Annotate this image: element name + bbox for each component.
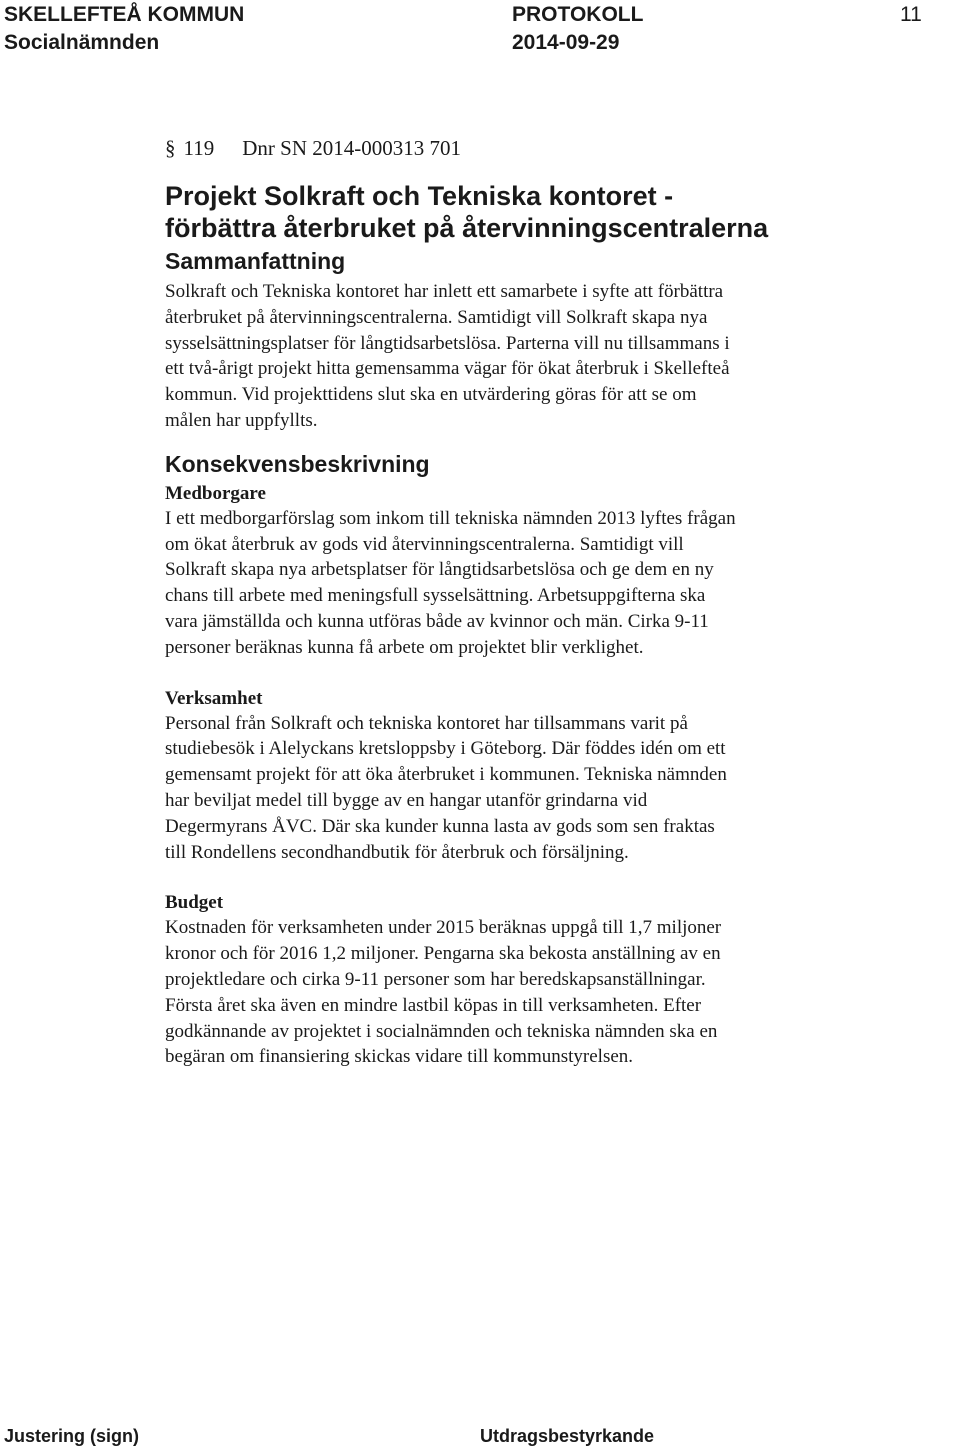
consequence-heading: Konsekvensbeskrivning: [165, 450, 430, 477]
document-title: [165, 180, 865, 244]
text-line: Personal från Solkraft och tekniska kontoret har tillsammans varit på: [165, 712, 688, 734]
text-line: har beviljat medel till bygge av en hangar utanför grindarna vid: [165, 789, 648, 811]
text-line: målen har uppfyllts.: [165, 409, 318, 431]
medborgare-heading: Medborgare: [165, 482, 266, 504]
text-line: vara jämställda och kunna utföras både av kvinnor och män. Cirka 9-11: [165, 610, 709, 632]
summary-paragraph: [165, 279, 865, 434]
organization-name: SKELLEFTEÅ KOMMUN: [4, 3, 245, 26]
budget-heading: Budget: [165, 892, 224, 914]
text-line: gemensamt projekt för att öka återbruket i kommunen. Tekniska nämnden: [165, 764, 727, 786]
verksamhet-heading: Verksamhet: [165, 687, 263, 709]
text-line: studiebesök i Alelyckans kretsloppsby i Göteborg. Där föddes idén om ett: [165, 738, 726, 760]
medborgare-paragraph: [165, 506, 865, 661]
extract-certification-label: Utdragsbestyrkande: [480, 1426, 655, 1446]
document-body: [165, 180, 865, 1070]
text-line: Kostnaden för verksamheten under 2015 beräknas uppgå till 1,7 miljoner: [165, 917, 722, 939]
text-line: chans till arbete med meningsfull sysselsättning. Arbetsuppgifterna ska: [165, 585, 706, 607]
text-line: Degermyrans ÅVC. Där ska kunder kunna lasta av gods som sen fraktas: [165, 815, 715, 837]
board-name: Socialnämnden: [4, 31, 160, 54]
document-type: PROTOKOLL: [512, 3, 644, 26]
text-line: projektledare och cirka 9-11 personer som har beredskapsanställningar.: [165, 968, 706, 990]
item-number: 119: [183, 136, 215, 160]
title-line: Projekt Solkraft och Tekniska kontoret -: [165, 181, 674, 211]
text-line: Solkraft skapa nya arbetsplatser för långtidsarbetslösa och ge dem en ny: [165, 559, 714, 581]
summary-heading: Sammanfattning: [165, 248, 346, 274]
meeting-date: 2014-09-29: [512, 31, 620, 54]
diary-number: Dnr SN 2014-000313 701: [242, 136, 461, 160]
title-line: förbättra återbruket på återvinningscentralerna: [165, 213, 769, 243]
verksamhet-paragraph: [165, 711, 865, 866]
text-line: sysselsättningsplatser för långtidsarbetslösa. Parterna vill nu tillsammans i: [165, 332, 730, 354]
text-line: godkännande av projektet i socialnämnden och tekniska nämnden ska en: [165, 1020, 718, 1042]
text-line: personer beräknas kunna få arbete om projektet blir verklighet.: [165, 636, 644, 658]
text-line: till Rondellens secondhandbutik för återbruk och försäljning.: [165, 841, 629, 863]
section-symbol: §: [165, 136, 176, 160]
item-reference: [165, 135, 461, 161]
text-line: ett två-årigt projekt hitta gemensamma vägar för ökat återbruk i Skellefteå: [165, 358, 730, 380]
text-line: återbruket på återvinningscentralerna. Samtidigt vill Solkraft skapa nya: [165, 306, 708, 328]
text-line: begäran om finansiering skickas vidare till kommunstyrelsen.: [165, 1046, 634, 1068]
signature-label: Justering (sign): [4, 1426, 140, 1446]
text-line: kommun. Vid projekttidens slut ska en utvärdering göras för att se om: [165, 384, 697, 406]
text-line: Första året ska även en mindre lastbil köpas in till verksamheten. Efter: [165, 994, 702, 1016]
text-line: om ökat återbruk av gods vid återvinningscentralerna. Samtidigt vill: [165, 533, 684, 555]
text-line: Solkraft och Tekniska kontoret har inlett ett samarbete i syfte att förbättra: [165, 281, 724, 302]
budget-paragraph: [165, 915, 865, 1070]
text-line: kronor och för 2016 1,2 miljoner. Pengarna ska bekosta anställning av en: [165, 943, 721, 965]
text-line: I ett medborgarförslag som inkom till tekniska nämnden 2013 lyftes frågan: [165, 507, 736, 529]
page-number: 11: [900, 3, 922, 26]
